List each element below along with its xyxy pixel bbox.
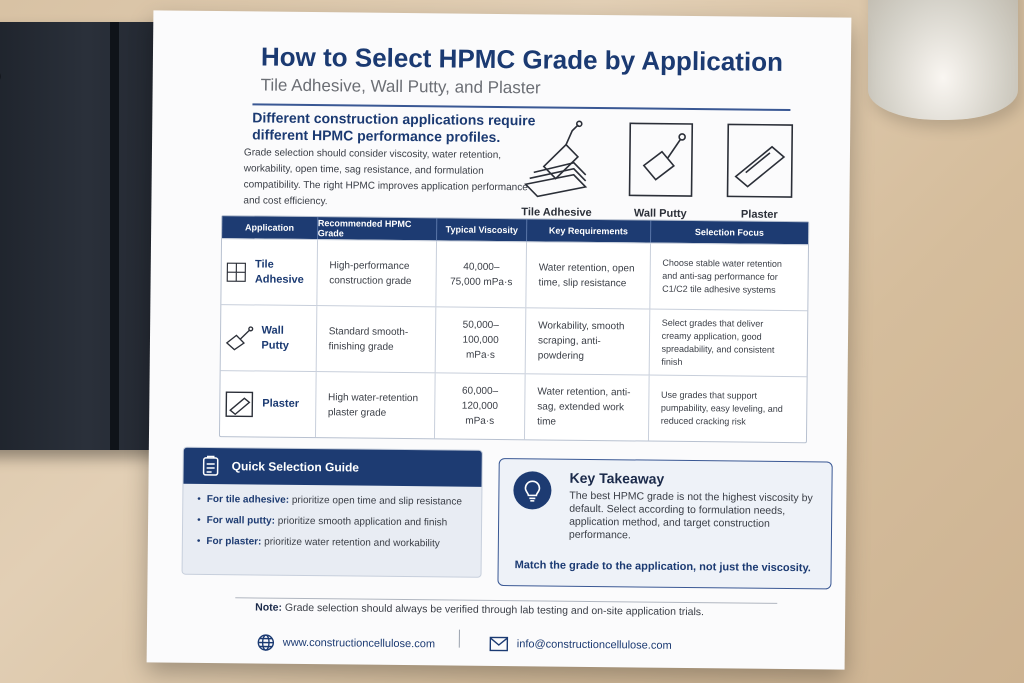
table-row bbox=[221, 304, 808, 376]
footer-separator bbox=[459, 630, 460, 648]
lightbulb-icon bbox=[513, 471, 551, 509]
website-contact[interactable] bbox=[257, 633, 435, 653]
application-icons bbox=[521, 118, 822, 231]
row-application bbox=[221, 305, 317, 371]
plaster-float-icon bbox=[723, 120, 796, 201]
takeaway-footer: Match the grade to the application, not just the viscosity. bbox=[514, 559, 811, 575]
viscosity-cell: 60,000–120,000 mPa·s bbox=[435, 373, 525, 439]
selection-table bbox=[219, 215, 809, 443]
requirements-cell: Water retention, anti-sag, extended work time bbox=[525, 374, 649, 440]
grade-cell: Standard smooth-finishing grade bbox=[316, 306, 436, 372]
icon-label-tile: Tile Adhesive bbox=[521, 206, 592, 219]
clipboard-icon bbox=[200, 455, 222, 477]
list-item bbox=[197, 494, 481, 508]
page-subtitle: Tile Adhesive, Wall Putty, and Plaster bbox=[260, 75, 541, 98]
grade-cell: High-performance construction grade bbox=[317, 240, 437, 306]
list-item bbox=[197, 515, 481, 529]
guide-item-label: For tile adhesive: bbox=[206, 493, 290, 506]
notebook bbox=[0, 22, 170, 450]
guide-item-text: prioritize smooth application and finish bbox=[277, 515, 448, 529]
page-title: How to Select HPMC Grade by Application bbox=[260, 41, 784, 77]
requirements-cell: Workability, smooth scraping, anti-powdering bbox=[526, 308, 650, 374]
wall-putty-illustration bbox=[625, 119, 696, 220]
col-grade: Recommended HPMC Grade bbox=[318, 217, 438, 240]
guide-item-label: For wall putty: bbox=[206, 514, 276, 527]
row-application bbox=[221, 239, 317, 305]
intro-body: Grade selection should consider viscosity, water retention, workability, open time, sag resistance, and formulation compatibility. The right HPMC improves application performance and cost efficiency. bbox=[243, 147, 528, 208]
focus-cell: Use grades that support pumpability, easy leveling, and reduced cracking risk bbox=[660, 389, 783, 427]
plaster-illustration bbox=[723, 120, 796, 221]
col-viscosity: Typical Viscosity bbox=[437, 218, 527, 241]
document-sheet bbox=[147, 10, 852, 669]
viscosity-cell: 40,000–75,000 mPa·s bbox=[437, 241, 527, 307]
notebook-band bbox=[110, 22, 119, 450]
guide-list bbox=[183, 484, 482, 550]
guide-title: Quick Selection Guide bbox=[231, 459, 360, 475]
intro-heading: Different construction applications require different HPMC performance profiles. bbox=[252, 109, 536, 146]
table-row bbox=[220, 370, 807, 442]
requirements-cell: Water retention, open time, slip resistance bbox=[526, 242, 650, 308]
viscosity-cell: 50,000–100,000 mPa·s bbox=[436, 307, 526, 373]
plaster-float-icon bbox=[224, 390, 254, 418]
icon-label-plaster: Plaster bbox=[740, 208, 778, 221]
envelope-icon bbox=[489, 636, 509, 652]
guide-item-label: For plaster: bbox=[206, 535, 262, 548]
col-application: Application bbox=[222, 216, 318, 239]
list-item bbox=[197, 536, 481, 550]
col-focus: Selection Focus bbox=[694, 227, 764, 238]
tile-grid-icon bbox=[226, 259, 248, 285]
putty-knife-icon bbox=[225, 325, 254, 351]
tile-adhesive-illustration bbox=[521, 118, 592, 219]
quick-selection-guide bbox=[182, 447, 483, 578]
note-text: Grade selection should always be verified through lab testing and on-site application trials. bbox=[284, 601, 705, 619]
guide-item-text: prioritize open time and slip resistance bbox=[291, 494, 462, 508]
application-name: Tile Adhesive bbox=[254, 257, 304, 286]
footer-note bbox=[255, 601, 704, 618]
grade-cell: High water-retention plaster grade bbox=[316, 372, 436, 438]
takeaway-title: Key Takeaway bbox=[569, 469, 665, 487]
col-requirements: Key Requirements bbox=[527, 219, 651, 242]
guide-header bbox=[183, 448, 481, 487]
key-takeaway-box bbox=[497, 458, 832, 589]
water-glass bbox=[868, 0, 1018, 120]
globe-icon bbox=[257, 633, 275, 651]
focus-cell: Choose stable water retention and anti-sag performance for C1/C2 tile adhesive systems bbox=[662, 257, 783, 295]
putty-knife-icon bbox=[625, 119, 696, 200]
table-row bbox=[221, 238, 808, 310]
website-link[interactable]: www.constructioncellulose.com bbox=[282, 636, 436, 651]
note-label: Note: bbox=[255, 601, 283, 614]
email-contact[interactable] bbox=[489, 636, 672, 654]
tile-trowel-icon bbox=[521, 118, 592, 199]
takeaway-body: The best HPMC grade is not the highest viscosity by default. Select according to formulation needs, application method, and target construction performance. bbox=[568, 489, 813, 542]
email-link[interactable]: info@constructioncellulose.com bbox=[516, 638, 672, 652]
application-name: Wall Putty bbox=[261, 324, 289, 352]
focus-cell: Select grades that deliver creamy application, good spreadability, and consistent finish bbox=[661, 317, 775, 367]
application-name: Plaster bbox=[262, 397, 300, 410]
row-application bbox=[220, 371, 316, 437]
guide-item-text: prioritize water retention and workability bbox=[264, 536, 440, 550]
icon-label-putty: Wall Putty bbox=[633, 207, 687, 220]
